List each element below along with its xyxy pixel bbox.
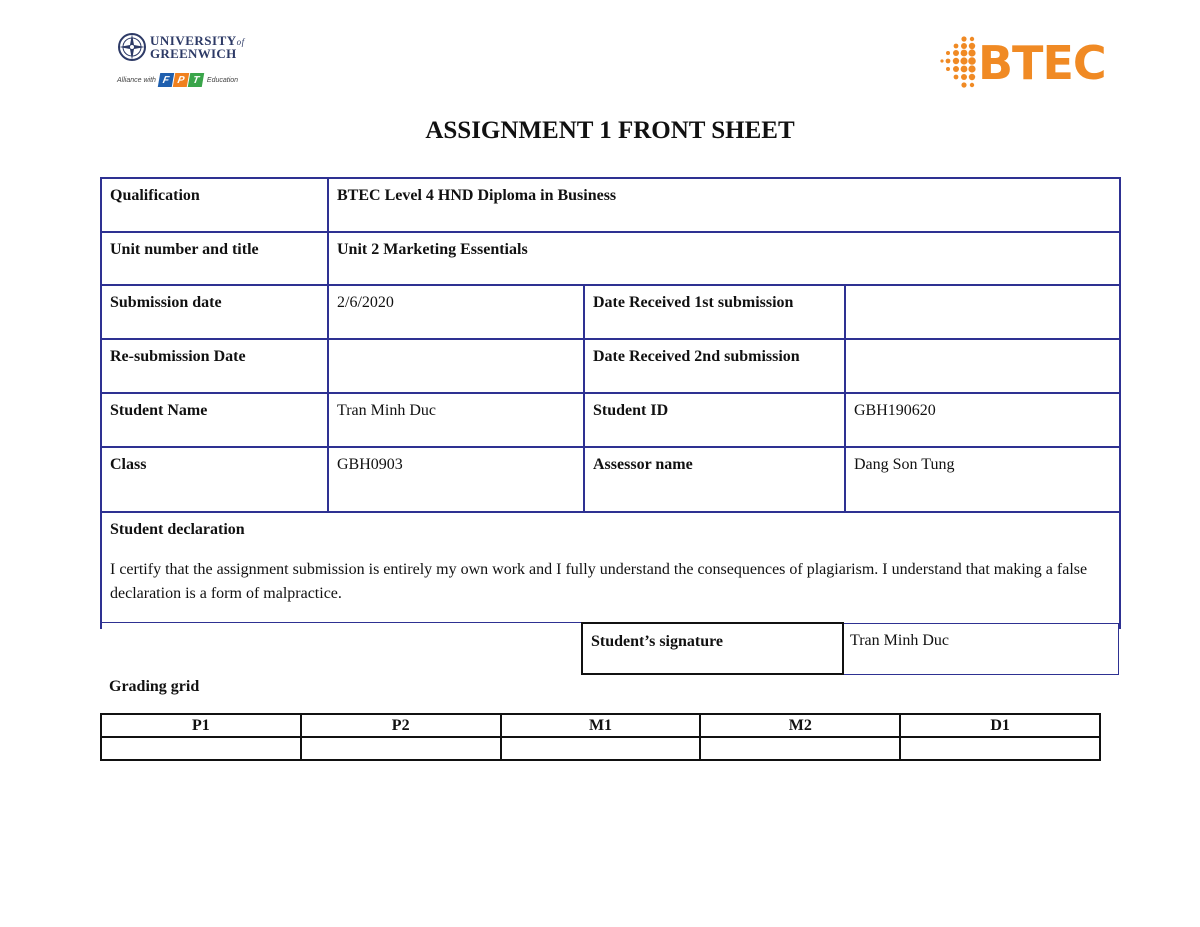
student-id-label: Student ID bbox=[584, 393, 845, 447]
submission-date-value: 2/6/2020 bbox=[328, 285, 584, 339]
btec-wordmark: BTEC bbox=[978, 36, 1106, 90]
grade-value-p2 bbox=[301, 737, 501, 760]
compass-crest-icon bbox=[117, 32, 147, 62]
qualification-value: BTEC Level 4 HND Diploma in Business bbox=[328, 178, 1120, 232]
grade-header-p1: P1 bbox=[101, 714, 301, 737]
class-value: GBH0903 bbox=[328, 447, 584, 512]
submission-date-label: Submission date bbox=[101, 285, 328, 339]
assessor-label: Assessor name bbox=[584, 447, 845, 512]
resubmission-date-label: Re-submission Date bbox=[101, 339, 328, 393]
grade-header-p2: P2 bbox=[301, 714, 501, 737]
grading-grid bbox=[100, 713, 1101, 761]
grade-value-p1 bbox=[101, 737, 301, 760]
fpt-letter-p: P bbox=[173, 73, 189, 87]
table-row bbox=[101, 447, 1120, 512]
grading-value-row bbox=[101, 737, 1100, 760]
grading-grid-label: Grading grid bbox=[109, 678, 200, 695]
student-name-value: Tran Minh Duc bbox=[328, 393, 584, 447]
signature-value: Tran Minh Duc bbox=[844, 623, 1119, 675]
resubmission-date-value bbox=[328, 339, 584, 393]
unit-label: Unit number and title bbox=[101, 232, 328, 285]
student-id-value: GBH190620 bbox=[845, 393, 1120, 447]
grade-header-m2: M2 bbox=[700, 714, 900, 737]
date-received-1-label: Date Received 1st submission bbox=[584, 285, 845, 339]
class-label: Class bbox=[101, 447, 328, 512]
alliance-left-text: Alliance with bbox=[117, 76, 156, 84]
university-logo-line2: GREENWICH bbox=[150, 45, 237, 61]
date-received-2-label: Date Received 2nd submission bbox=[584, 339, 845, 393]
declaration-row bbox=[101, 512, 1120, 629]
table-row bbox=[101, 285, 1120, 339]
grading-header-row bbox=[101, 714, 1100, 737]
assignment-info-table bbox=[100, 177, 1121, 629]
table-row bbox=[101, 232, 1120, 285]
btec-logo bbox=[936, 32, 1126, 94]
university-logo-line1: UNIVERSITY bbox=[150, 32, 237, 48]
declaration-text: I certify that the assignment submission is entirely my own work and I fully understand the consequences of plagiarism. I understand that making a false declaration is a form of malpractice. bbox=[110, 561, 1088, 602]
signature-divider bbox=[100, 622, 581, 623]
fpt-logo bbox=[159, 73, 204, 87]
signature-label: Student’s signature bbox=[581, 622, 844, 675]
university-logo-of: of bbox=[236, 36, 245, 47]
grade-value-m2 bbox=[700, 737, 900, 760]
declaration-heading: Student declaration bbox=[110, 521, 245, 538]
student-name-label: Student Name bbox=[101, 393, 328, 447]
date-received-1-value bbox=[845, 285, 1120, 339]
grade-value-d1 bbox=[900, 737, 1100, 760]
fpt-letter-t: T bbox=[188, 73, 204, 87]
unit-value: Unit 2 Marketing Essentials bbox=[328, 232, 1120, 285]
grade-header-d1: D1 bbox=[900, 714, 1100, 737]
btec-dots-icon bbox=[936, 33, 980, 93]
date-received-2-value bbox=[845, 339, 1120, 393]
assessor-value: Dang Son Tung bbox=[845, 447, 1120, 512]
table-row bbox=[101, 339, 1120, 393]
alliance-right-text: Education bbox=[206, 76, 239, 84]
grade-header-m1: M1 bbox=[501, 714, 701, 737]
university-of-greenwich-logo bbox=[117, 32, 257, 98]
table-row bbox=[101, 178, 1120, 232]
table-row bbox=[101, 393, 1120, 447]
qualification-label: Qualification bbox=[101, 178, 328, 232]
student-declaration bbox=[101, 512, 1120, 629]
fpt-letter-f: F bbox=[158, 73, 174, 87]
grade-value-m1 bbox=[501, 737, 701, 760]
page-title: ASSIGNMENT 1 FRONT SHEET bbox=[425, 117, 795, 144]
